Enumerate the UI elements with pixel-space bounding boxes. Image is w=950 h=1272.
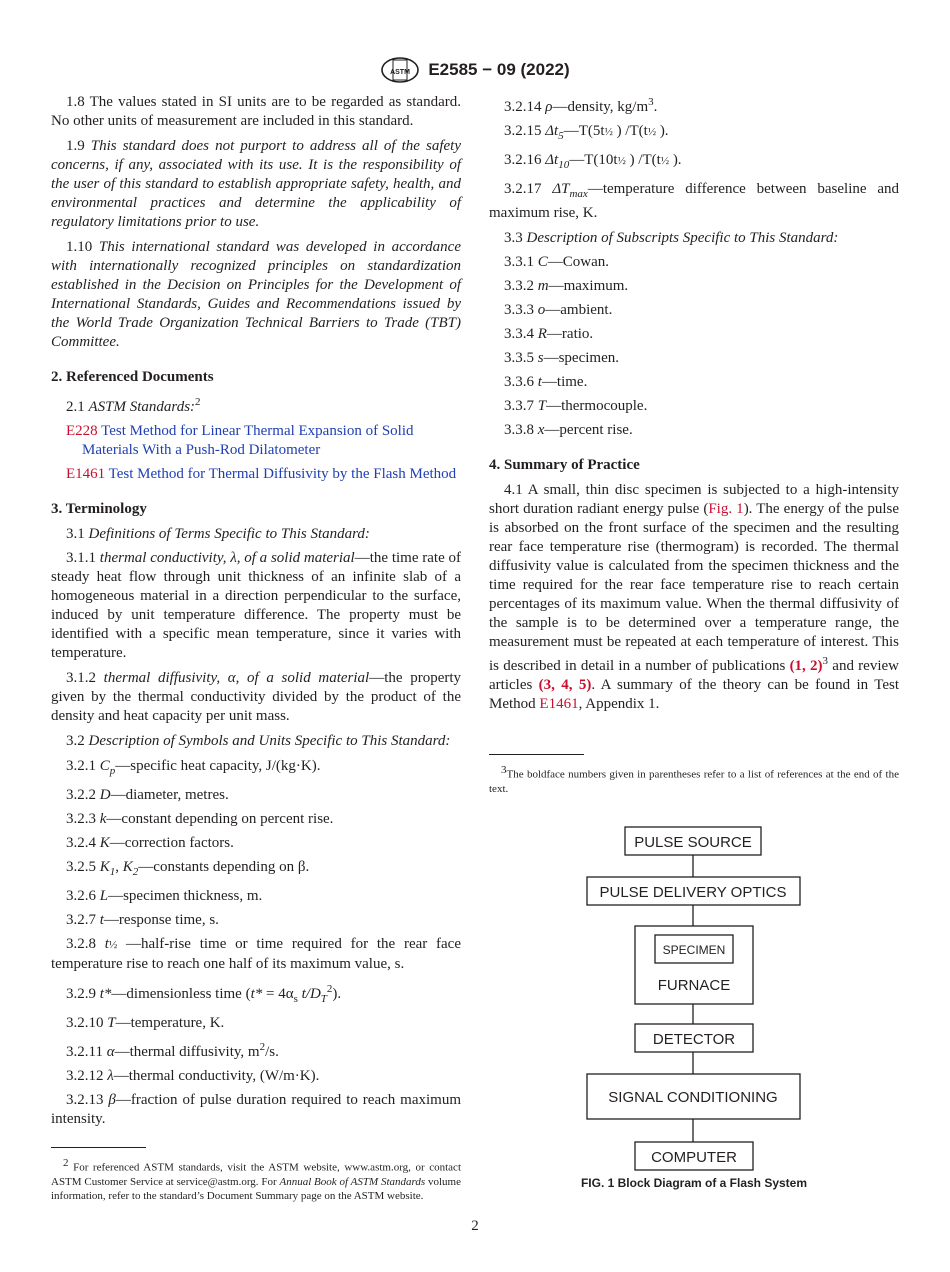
subscript-3-3-1: 3.3.1 C—Cowan. <box>504 254 610 270</box>
para-1-9-num: 1.9 <box>66 138 85 154</box>
sym-3-2-16: 3.2.16 $\Delta t_{10}—T(10t\frac{1}{2}$ ) /T(t½ ). <box>504 152 682 171</box>
para-1-9 <box>51 137 461 232</box>
subscript-3-3-3: 3.3.3 o—ambient. <box>504 302 613 318</box>
footnote-divider <box>51 1147 146 1148</box>
subscript-3-3-7: 3.3.7 T—thermocouple. <box>504 398 648 414</box>
page-number: 2 <box>471 1218 479 1234</box>
designation: E2585 − 09 (2022) <box>428 60 570 79</box>
pulse-source-label: PULSE SOURCE <box>634 834 752 851</box>
refs-1-2-link[interactable]: (1, 2) <box>789 658 823 674</box>
furnace-label: FURNACE <box>657 977 731 994</box>
sym-3-2-5: 3.2.5 $K_1$, $K_2—constants$ depending on β. <box>66 859 310 878</box>
reference-e228 <box>51 422 461 460</box>
para-4-1: 4.1 A small, thin disc specimen is subjected to a high-intensity short duration radiant energy pulse (Fig. 1). The energy of the pulse is absorbed on the front surface of the specimen and the resulting rear face temperature rise (thermogram) is recorded. The thermal diffusivity value is calculated from the specimen thickness and the time required for the rear face temperature rise to reach certain percentages of its maximum value. When the thermal diffusivity of the sample is to be determined over a temperature range, the measurement must be repeated at each temperature of interest. This is described in detail in a number of publications (1, 2)$^3$ and review articles (3, 4, 5). A summary of the theory can be found in Test Method E1461, Appendix 1. <box>489 482 899 712</box>
reference-e1461 <box>51 465 461 484</box>
sym-3-2-1: 3.2.1 $C_p—specific$ heat capacity, J/(kg·K). <box>66 758 321 777</box>
right-column <box>489 93 899 802</box>
sym-3-2-12: 3.2.12 λ—thermal conductivity, (W/m·K). <box>66 1068 320 1084</box>
para-1-10-text: This international standard was developed in accordance with internationally recognized principles on standardization established in the Decision on Principles for the Development of International Standards, Guides and Recommendations issued by the World Trade Organization Technical Barriers to Trade (TBT) Committee. <box>51 239 462 350</box>
sym-3-2-11: 3.2.11 α—thermal diffusivity, $m^2/s$. <box>66 1041 279 1060</box>
left-column <box>51 93 461 1209</box>
sym-3-2-14: 3.2.14 ρ—density, $kg/m^3$. <box>504 96 658 115</box>
sym-3-2-3: 3.2.3 k—constant depending on percent rise. <box>66 811 334 827</box>
sym-3-2-9: 3.2.9 t*—dimensionless time ($t* = 4\alpha_s$ $t/D_T^2$). <box>66 983 342 1005</box>
sym-3-2-10: 3.2.10 T—temperature, K. <box>66 1015 225 1031</box>
para-3-1-1: 3.1.1 thermal conductivity, λ, of a solid material—the time rate of steady heat flow through unit thickness of an infinite slab of a homogeneous material in a direction perpendicular to the surface, induced by unit temperature difference. The property must be identified with a specific mean temperature, since it varies with temperature. <box>51 550 461 661</box>
specimen-label: SPECIMEN <box>662 943 726 957</box>
astm-logo-icon <box>380 56 420 84</box>
page-header <box>0 56 950 84</box>
detector-label: DETECTOR <box>652 1031 736 1048</box>
para-1-8: 1.8 The values stated in SI units are to be regarded as standard. No other units of measurement are included in this standard. <box>51 94 461 129</box>
para-1-10-num: 1.10 <box>66 239 93 255</box>
subscript-3-3-2: 3.3.2 m—maximum. <box>504 278 629 294</box>
figure-caption: FIG. 1 Block Diagram of a Flash System <box>580 1176 808 1190</box>
sym-3-2-6: 3.2.6 L—specimen thickness, m. <box>66 888 263 904</box>
sym-3-2-15: 3.2.15 $\Delta t_5—T(5t\frac{1}{2}$ ) /T(t½ ). <box>504 123 669 142</box>
e1461-link[interactable]: E1461 <box>539 696 579 712</box>
section-3-heading: 3. Terminology <box>51 501 147 517</box>
subscript-3-3-5: 3.3.5 s—specimen. <box>504 350 619 366</box>
refs-3-4-5-link[interactable]: (3, 4, 5) <box>538 677 592 693</box>
para-1-10 <box>51 238 461 352</box>
ref-e228-title[interactable]: Test Method for Linear Thermal Expansion of Solid Materials With a Push-Rod Dilatometer <box>82 423 414 458</box>
subscript-3-3-8: 3.3.8 x—percent rise. <box>504 422 633 438</box>
signal-conditioning-label: SIGNAL CONDITIONING <box>608 1089 778 1106</box>
para-3-3: 3.3 Description of Subscripts Specific to This Standard: <box>504 230 839 246</box>
para-3-1: 3.1 Definitions of Terms Specific to This Standard: <box>66 526 370 542</box>
para-1-9-text: This standard does not purport to address all of the safety concerns, if any, associated with its use. It is the responsibility of the user of this standard to establish appropriate safety, health, and environmental practices and determine the applicability of regulatory limitations prior to use. <box>51 138 461 230</box>
footnote-3: $^3$The boldface numbers given in parentheses refer to a list of references at the end of the text. <box>489 764 899 795</box>
para-2-1: 2.1 ASTM Standards:$^2$ <box>66 396 201 415</box>
sym-3-2-4: 3.2.4 K—correction factors. <box>66 835 234 851</box>
computer-label: COMPUTER <box>651 1149 737 1166</box>
section-2-heading: 2. Referenced Documents <box>51 369 214 385</box>
para-3-1-2: 3.1.2 thermal diffusivity, α, of a solid material—the property given by the thermal conductivity divided by the product of the density and heat capacity per unit mass. <box>51 670 462 724</box>
section-4-heading: 4. Summary of Practice <box>489 457 640 473</box>
sym-3-2-8: 3.2.8 t½ —half-rise time or time required for the rear face temperature rise to reach one half of its maximum value, s. <box>51 936 462 972</box>
flash-system-block-diagram <box>580 826 810 1196</box>
fig-1-link[interactable]: Fig. 1 <box>708 501 744 517</box>
subscript-3-3-6: 3.3.6 t—time. <box>504 374 588 390</box>
ref-e1461-link[interactable]: E1461 <box>66 466 106 482</box>
sym-3-2-13: 3.2.13 β—fraction of pulse duration required to reach maximum intensity. <box>51 1092 461 1127</box>
ref-e1461-title[interactable]: Test Method for Thermal Diffusivity by the Flash Method <box>108 466 457 482</box>
sym-3-2-17: 3.2.17 $\Delta T_{max}—temperature$ difference between baseline and maximum rise, K. <box>489 181 900 221</box>
ref-e228-link[interactable]: E228 <box>66 423 98 439</box>
footnote-divider-right <box>489 754 584 755</box>
sym-3-2-7: 3.2.7 t—response time, s. <box>66 912 219 928</box>
pulse-delivery-label: PULSE DELIVERY OPTICS <box>599 884 787 901</box>
para-3-2: 3.2 Description of Symbols and Units Specific to This Standard: <box>66 733 451 749</box>
astm-logo-text: ASTM <box>390 69 411 76</box>
footnote-2: $^2$ For referenced ASTM standards, visit the ASTM website, www.astm.org, or contact ASTM Customer Service at service@astm.org. For Annual Book of ASTM Standards volume information, refer to the standard’s Document Summary page on the ASTM website. <box>51 1157 461 1202</box>
sym-3-2-2: 3.2.2 D—diameter, metres. <box>66 787 229 803</box>
subscript-3-3-4: 3.3.4 R—ratio. <box>504 326 594 342</box>
